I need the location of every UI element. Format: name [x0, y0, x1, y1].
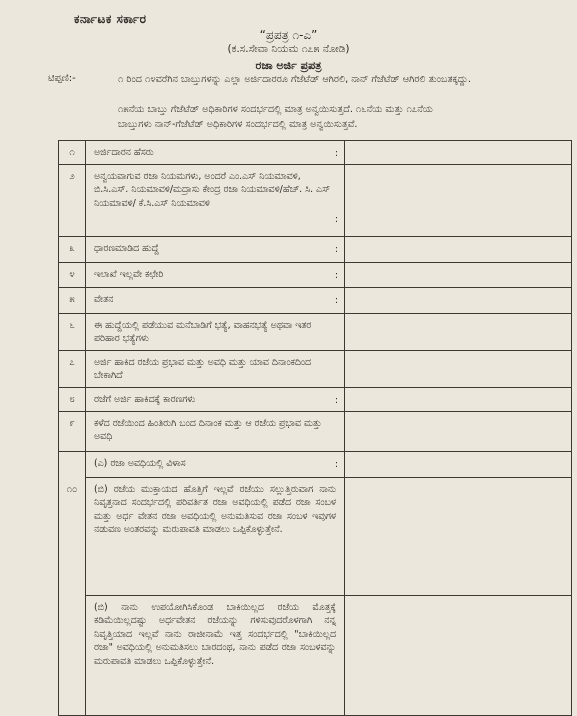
form-subtitle: ರಜಾ ಅರ್ಜಿ ಪ್ರಪತ್ರ: [255, 59, 322, 72]
row-number: ೭: [59, 350, 86, 387]
row-question: ವೇತನ: [94, 293, 114, 305]
row-question: ರಜೆಗೆ ಅರ್ಜಿ ಹಾಕಿದಕ್ಕೆ ಕಾರಣಗಳು: [94, 393, 196, 405]
row-colon: :: [334, 243, 338, 255]
row-question: ಅರ್ಜಿದಾರನ ಹೆಸರು: [94, 147, 154, 158]
row-answer-field[interactable]: [345, 313, 572, 350]
row-number: ೯: [59, 411, 86, 451]
form-row-1: [59, 141, 572, 165]
row-answer-field[interactable]: [345, 411, 572, 451]
row-question-cell: [86, 411, 345, 451]
form-row-8: [59, 387, 572, 411]
form-row-10a: [59, 451, 572, 477]
row-question-cell: [86, 595, 345, 715]
form-title: “ಪ್ರಪತ್ರ ೧-ಎ”: [259, 28, 318, 42]
row-colon: :: [334, 213, 338, 225]
form-row-10b: [59, 477, 572, 595]
row-question-cell: [86, 141, 345, 165]
row-question: ಧಾರಣಮಾಡಿದ ಹುದ್ದೆ: [94, 242, 159, 254]
row-question: ಇಲಾಖೆ ಇಲ್ಲವೇ ಕಛೇರಿ: [94, 268, 164, 280]
row-colon: :: [334, 148, 338, 159]
note-line-3: ಬಾಬ್ತುಗಳು ನಾನ್-ಗೆಜೆಟೆಡ್ ಅಧಿಕಾರಿಗಳ ಸಂದರ್ಭದಲ್ಲಿ ಮಾತ್ರ ಅನ್ವಯಿಸುತ್ತವೆ.: [118, 119, 358, 130]
row-answer-field[interactable]: [345, 387, 572, 411]
row-number: ೬: [59, 313, 86, 350]
row-question-cell: [86, 350, 345, 387]
row-colon: :: [334, 394, 338, 406]
row-question-cell: [86, 387, 345, 411]
row-question-cell: [86, 164, 345, 236]
government-name: ಕರ್ನಾಟಕ ಸರ್ಕಾರ: [74, 12, 147, 26]
row-question-cell: [86, 262, 345, 287]
note-line-2: ೧೫ನೆಯ ಬಾಬ್ತು ಗೆಜೆಟೆಡ್ ಅಧಿಕಾರಿಗಳ ಸಂದರ್ಭದಲ್ಲಿ ಮಾತ್ರ ಅನ್ವಯಿಸುತ್ತದೆ. ೧೬ನೆಯ ಮತ್ತು ೧೭ನೆಯ: [118, 104, 433, 115]
form-row-5: [59, 287, 572, 313]
row-answer-field[interactable]: [345, 477, 572, 595]
row-question: ಕಳೆದ ರಜೆಯಿಂದ ಹಿಂತಿರುಗಿ ಬಂದ ದಿನಾಂಕ ಮತ್ತು ಆ ರಜೆಯ ಪ್ರಭಾವ ಮತ್ತು ಅವಧಿ: [94, 417, 322, 442]
row-answer-field[interactable]: [345, 164, 572, 236]
form-row-3: [59, 236, 572, 262]
row-colon: :: [334, 294, 338, 306]
note-label: ಟಿಪ್ಪಣಿ:-: [48, 73, 76, 84]
form-row-2: [59, 164, 572, 236]
row-answer-field[interactable]: [345, 451, 572, 477]
row-number: ೫: [59, 287, 86, 313]
row-question-cell: [86, 451, 345, 477]
form-row-9: [59, 411, 572, 451]
row-answer-field[interactable]: [345, 287, 572, 313]
row-question: ಅನ್ವಯವಾಗುವ ರಜಾ ನಿಯಮಗಳು, ಅಂದರೆ ಎಂ.ಎಸ್ ನಿಯಮಾವಳಿ, ಬಿ.ಸಿ.ಎಸ್. ನಿಯಮಾವಳಿ/ಮದ್ರಾಸು ಕೇಂದ್ರ ರಜಾ ನಿಯಮಾವಳಿ/ಹೆಚ್. ಸಿ. ಎಸ್ ನಿಯಮಾವಳಿ/ ಕೆ.ಸಿ.ಎಸ್ ನಿಯಮಾವಳಿ: [94, 170, 331, 209]
row-number: ೧೦: [59, 451, 86, 715]
row-question-a: (ಎ) ರಜಾ ಅವಧಿಯಲ್ಲಿ ವಿಳಾಸ: [94, 457, 186, 469]
row-answer-field[interactable]: [345, 262, 572, 287]
note-line-1: ೧ ರಿಂದ ೧೪ವರೆಗಿನ ಬಾಬ್ತುಗಳನ್ನು ಎಲ್ಲಾ ಅರ್ಜಿದಾರರೂ ಗೆಜೆಟೆಡ್ ಆಗಿರಲಿ, ನಾನ್ ಗೆಜೆಟೆಡ್ ಆಗಿರಲಿ ತುಂಬತಕ್ಕದ್ದು.: [118, 74, 471, 85]
form-row-4: [59, 262, 572, 287]
row-answer-field[interactable]: [345, 350, 572, 387]
row-question-cell: [86, 313, 345, 350]
rule-reference: (ಕ.ಸ.ಸೇವಾ ನಿಯಮ ೧೭೫ ನೋಡಿ): [227, 43, 350, 55]
row-question: ಅರ್ಜಿ ಹಾಕಿದ ರಜೆಯ ಪ್ರಭಾವ ಮತ್ತು ಅವಧಿ ಮತ್ತು ಯಾವ ದಿನಾಂಕದಿಂದ ಬೇಕಾಗಿದೆ: [94, 356, 312, 381]
row-question-cell: [86, 477, 345, 595]
row-number: ೨: [59, 164, 86, 236]
row-question-c: (ಬಿ) ನಾನು ಉಪಯೋಗಿಸಿಕೊಂಡ ಬಾಕಿಯಿಲ್ಲದ ರಜೆಯ ಮೊತ್ತಕ್ಕೆ ಕಡಿಮೆಯಿಲ್ಲದಷ್ಟು ಅರ್ಧವೇತನ ರಜೆಯನ್ನು ಗಳಿಸುವುದರೊಳಗಾಗಿ ನನ್ನ ನಿವೃತ್ತಿಯಾದ ಇಲ್ಲವೆ ನಾನು ರಾಜೀನಾಮೆ ಇತ್ತ ಸಂದರ್ಭದಲ್ಲಿ "ಬಾಕಿಯಿಲ್ಲದ ರಜಾ" ಅವಧಿಯಲ್ಲಿ ಅನುಮತಿಸಲು ಬಾರದಂಥ, ನಾನು ಪಡೆದ ರಜಾ ಸಂಬಳವನ್ನು ಮರುಪಾವತಿ ಮಾಡಲು ಒಪ್ಪಿಕೊಳ್ಳುತ್ತೇನೆ.: [94, 601, 336, 667]
row-number: ೮: [59, 387, 86, 411]
row-number: ೩: [59, 236, 86, 262]
form-row-10c: [59, 595, 572, 715]
row-answer-field[interactable]: [345, 141, 572, 165]
row-number: ೧: [59, 141, 86, 165]
row-number: ೪: [59, 262, 86, 287]
form-row-7: [59, 350, 572, 387]
row-question: ಈ ಹುದ್ದೆಯಲ್ಲಿ ಪಡೆಯುವ ಮನೆಬಾಡಿಗೆ ಭತ್ಯೆ, ವಾಹನಭತ್ಯೆ ಅಥವಾ ಇತರ ಪರಿಹಾರ ಭತ್ಯೆಗಳು: [94, 319, 312, 344]
row-question-cell: [86, 236, 345, 262]
row-question-b: (ಬಿ) ರಜೆಯ ಮುಕ್ತಾಯದ ಹೊತ್ತಿಗೆ ಇಲ್ಲವೆ ರಜೆಯು ಸಲ್ಲುತ್ತಿರುವಾಗ ನಾನು ನಿವೃತ್ತನಾದ ಸಂದರ್ಭದಲ್ಲಿ ಪರಿವರ್ತಿತ ರಜಾ ಅವಧಿಯಲ್ಲಿ ಪಡೆದ ರಜಾ ಸಂಬಳ ಮತ್ತು ಅರ್ಧ ವೇತನ ರಜಾ ಅವಧಿಯಲ್ಲಿ ಅನುಮತಿಸುವ ರಜಾ ಸಂಬಳ ಇವುಗಳ ನಡುವಣ ಅಂತರವನ್ನು ಮರುಪಾವತಿ ಮಾಡಲು ಒಪ್ಪಿಕೊಳ್ಳುತ್ತೇನೆ.: [94, 483, 336, 535]
row-colon: :: [334, 269, 338, 281]
row-answer-field[interactable]: [345, 236, 572, 262]
row-colon: :: [334, 458, 338, 470]
row-question-cell: [86, 287, 345, 313]
form-row-6: [59, 313, 572, 350]
leave-form-table: [58, 140, 572, 716]
row-answer-field[interactable]: [345, 595, 572, 715]
